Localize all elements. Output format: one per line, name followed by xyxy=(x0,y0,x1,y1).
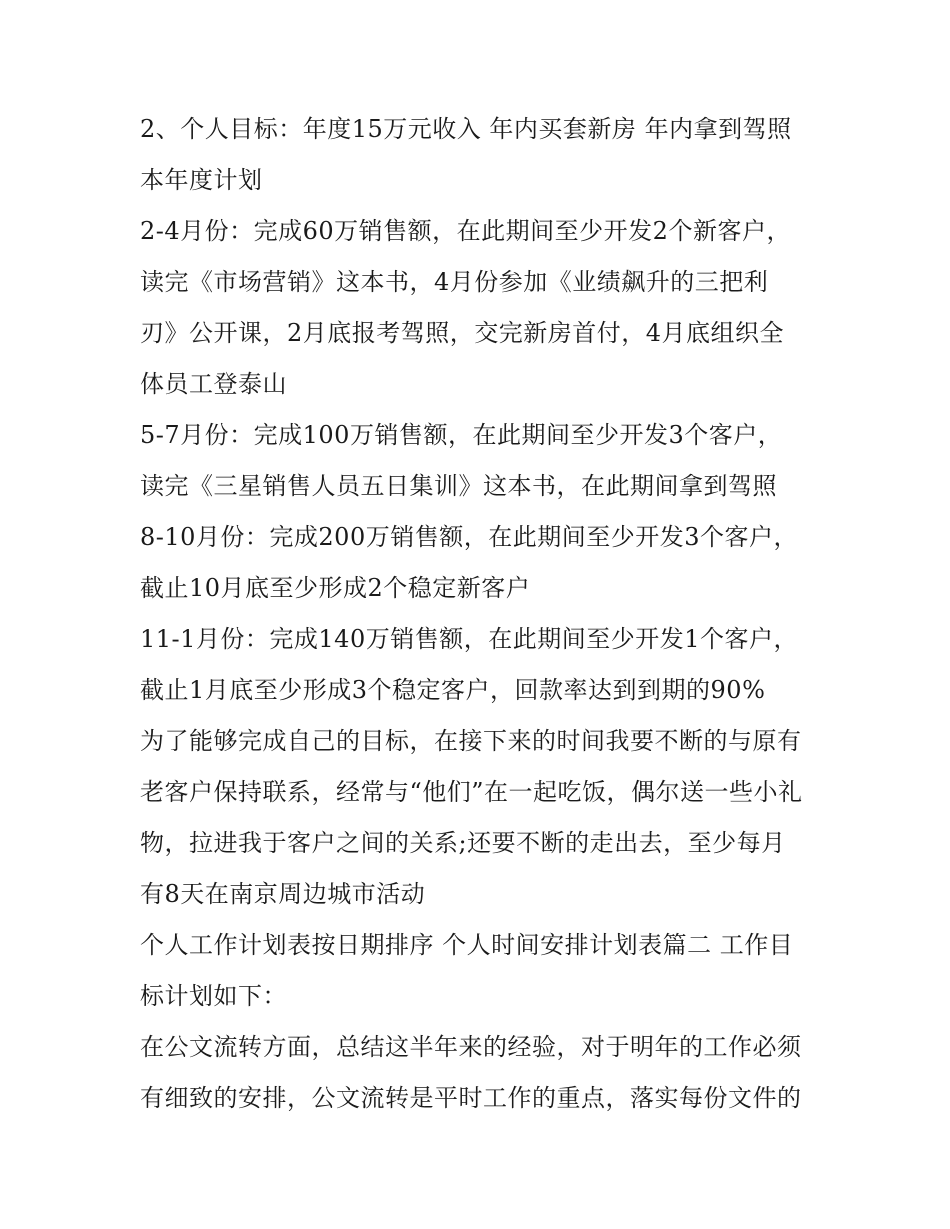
text-line: 读完《三星销售人员五日集训》这本书，在此期间拿到驾照 xyxy=(140,472,777,500)
text-line: 老客户保持联系，经常与“他们”在一起吃饭，偶尔送一些小礼 xyxy=(140,778,803,806)
text-line: 为了能够完成自己的目标，在接下来的时间我要不断的与原有 xyxy=(140,727,802,755)
text-line: 有细致的安排，公文流转是平时工作的重点，落实每份文件的 xyxy=(140,1084,802,1112)
text-line: 在公文流转方面，总结这半年来的经验，对于明年的工作必须 xyxy=(140,1033,802,1061)
text-line: 8-10月份：完成200万销售额，在此期间至少开发3个客户， xyxy=(140,523,798,551)
text-line: 读完《市场营销》这本书，4月份参加《业绩飙升的三把利 xyxy=(140,268,769,296)
document-body xyxy=(140,104,840,1124)
text-line: 11-1月份：完成140万销售额，在此期间至少开发1个客户， xyxy=(140,625,798,653)
text-line: 2、个人目标：年度15万元收入 年内买套新房 年内拿到驾照 xyxy=(140,115,792,143)
text-line: 物，拉进我于客户之间的关系;还要不断的走出去，至少每月 xyxy=(140,829,786,857)
text-line: 5-7月份：完成100万销售额，在此期间至少开发3个客户， xyxy=(140,421,783,449)
text-line: 体员工登泰山 xyxy=(140,370,287,398)
text-line: 个人工作计划表按日期排序 个人时间安排计划表篇二 工作目 xyxy=(140,931,794,959)
text-line: 截止10月底至少形成2个稳定新客户 xyxy=(140,574,531,602)
text-line: 有8天在南京周边城市活动 xyxy=(140,880,426,908)
text-line: 2-4月份：完成60万销售额，在此期间至少开发2个新客户， xyxy=(140,217,791,245)
text-line: 刃》公开课，2月底报考驾照，交完新房首付，4月底组织全 xyxy=(140,319,785,347)
text-line: 标计划如下： xyxy=(140,982,287,1010)
text-line: 本年度计划 xyxy=(140,166,263,194)
text-line: 截止1月底至少形成3个稳定客户，回款率达到到期的90% xyxy=(140,676,766,704)
